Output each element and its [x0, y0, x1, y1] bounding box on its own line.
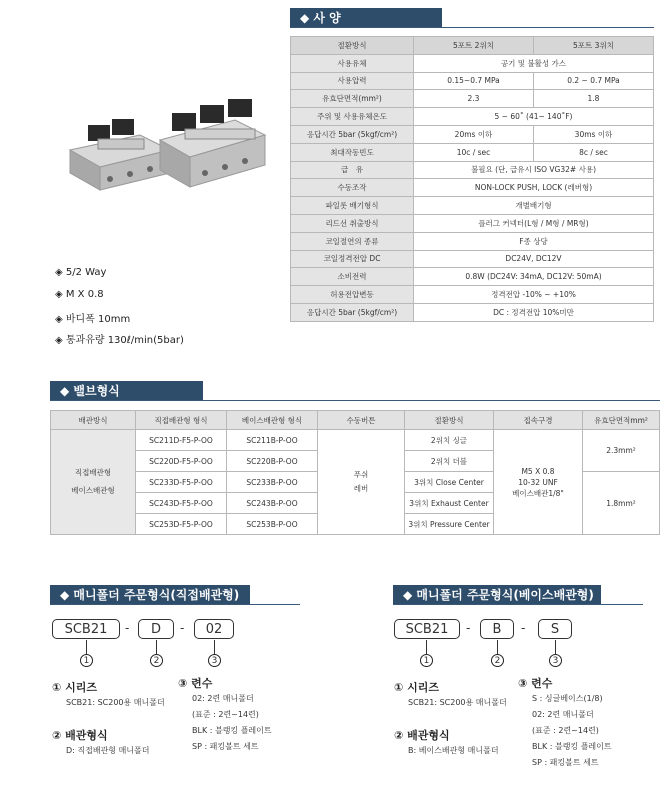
switch-type: 3위치 Pressure Center: [405, 514, 494, 535]
spec-row: [291, 161, 654, 179]
spec-row: [291, 197, 654, 215]
spec-label: 리드선 취출방식: [291, 214, 414, 232]
spec-header-col: 5포트 3위치: [534, 37, 654, 55]
col-direct: 직접배관형 형식: [136, 411, 227, 430]
spec-label: 사용유체: [291, 54, 414, 72]
spec-label: 응답시간 5bar (5kgf/cm²): [291, 125, 414, 143]
port-m5: M5 X 0.8: [521, 466, 555, 476]
col-piping: 배관방식: [51, 411, 136, 430]
code-series-box: SCB21: [52, 619, 120, 639]
spec-row: [291, 54, 654, 72]
series-title: ① 시리즈: [52, 681, 98, 694]
spec-label: 최대작동빈도: [291, 143, 414, 161]
stations-line: BLK : 블랭킹 플레이트: [532, 742, 612, 751]
code-stations-box: 02: [194, 619, 234, 639]
order-right-title: ◆ 매니폴더 주문형식(베이스배관형): [393, 585, 601, 605]
spec-row: [291, 179, 654, 197]
stations-line: (표준 : 2련~14련): [192, 710, 259, 719]
valve-manifold-right: [160, 99, 265, 187]
spec-label: 유효단면적(mm²): [291, 90, 414, 108]
col-manual: 수동버튼: [318, 411, 405, 430]
port-unf: 10-32 UNF: [518, 477, 558, 487]
code-piping-box: B: [480, 619, 514, 639]
feature-flow-rate: ◈ 통과유량 130ℓ/min(5bar): [55, 335, 184, 346]
spec-value: 30ms 이하: [534, 125, 654, 143]
series-title: ① 시리즈: [394, 681, 440, 694]
spec-section-rule: [290, 27, 654, 28]
spec-label: 소비전력: [291, 268, 414, 286]
connector-line: [86, 640, 87, 654]
direct-model: SC253D-F5-P-OO: [136, 514, 227, 535]
stations-title: ③ 련수: [178, 677, 213, 690]
spec-value: 불필요 (단, 급유시 ISO VG32# 사용): [414, 161, 654, 179]
spec-row: [291, 303, 654, 321]
table-row: [51, 430, 660, 451]
order-left-rule: [50, 604, 300, 605]
spec-label: 코일정격전압 DC: [291, 250, 414, 268]
order-left-title: ◆ 매니폴더 주문형식(직접배관형): [50, 585, 250, 605]
spec-label: 사용압력: [291, 72, 414, 90]
spec-value: 0.8W (DC24V: 34mA, DC12V: 50mA): [414, 268, 654, 286]
spec-row: [291, 125, 654, 143]
spec-label: 수동조작: [291, 179, 414, 197]
spec-value: DC : 정격전압 10%미만: [414, 303, 654, 321]
switch-type: 2위치 싱글: [405, 430, 494, 451]
piping-desc: D: 직접배관형 매니폴더: [66, 746, 150, 755]
stations-title: ③ 련수: [518, 677, 553, 690]
spec-row: [291, 232, 654, 250]
connector-line: [555, 640, 556, 654]
base-model: SC243B-P-OO: [227, 493, 318, 514]
manual-cell: [318, 430, 405, 535]
spec-label: 주위 및 사용유체온도: [291, 108, 414, 126]
spec-value: DC24V, DC12V: [414, 250, 654, 268]
spec-label: 파일롯 배기형식: [291, 197, 414, 215]
spec-row: [291, 250, 654, 268]
spec-label: 코일절연의 종류: [291, 232, 414, 250]
valve-section-title: ◆ 밸브형식: [50, 381, 203, 401]
base-model: SC253B-P-OO: [227, 514, 318, 535]
connector-line: [497, 640, 498, 654]
stations-line: 02: 2련 매니폴더: [192, 694, 254, 703]
direct-model: SC243D-F5-P-OO: [136, 493, 227, 514]
spec-value: 10c / sec: [414, 143, 534, 161]
code-dash: -: [125, 621, 130, 635]
switch-type: 2위치 더블: [405, 451, 494, 472]
marker-1: 1: [420, 654, 433, 667]
base-model: SC220B-P-OO: [227, 451, 318, 472]
col-area: 유효단면적mm²: [583, 411, 660, 430]
port-base: 베이스배관1/8": [512, 488, 564, 498]
code-series-box: SCB21: [394, 619, 460, 639]
stations-line: SP : 패킹볼트 세트: [532, 758, 599, 767]
area-3pos: 1.8mm²: [583, 472, 660, 535]
manual-lever: 레버: [353, 484, 369, 493]
product-image: [60, 95, 270, 205]
spec-label: 응답시간 5bar (5kgf/cm²): [291, 303, 414, 321]
port-cell: [494, 430, 583, 535]
feature-thread: ◈ M X 0.8: [55, 289, 104, 300]
code-dash: -: [180, 621, 185, 635]
connector-line: [214, 640, 215, 654]
feature-body-width: ◈ 바디폭 10mm: [55, 314, 131, 325]
spec-value: 5 ~ 60˚ (41~ 140˚F): [414, 108, 654, 126]
valve-type-table: [50, 410, 660, 535]
piping-title: ② 배관형식: [52, 729, 108, 742]
spec-row: [291, 286, 654, 304]
marker-3: 3: [208, 654, 221, 667]
spec-header-col: 5포트 2위치: [414, 37, 534, 55]
direct-model: SC233D-F5-P-OO: [136, 472, 227, 493]
spec-row: [291, 108, 654, 126]
spec-row: [291, 72, 654, 90]
code-dash: -: [466, 621, 471, 635]
spec-value: 20ms 이하: [414, 125, 534, 143]
piping-direct-label: 직접배관형: [74, 468, 112, 477]
stations-line: BLK : 블랭킹 플레이트: [192, 726, 272, 735]
spec-value: 정격전압 -10% ~ +10%: [414, 286, 654, 304]
order-right-rule: [393, 604, 643, 605]
stations-line: S : 싱글베이스(1/8): [532, 694, 603, 703]
stations-line: (표준 : 2련~14련): [532, 726, 599, 735]
spec-row: [291, 90, 654, 108]
spec-table: [290, 36, 654, 322]
spec-row: [291, 143, 654, 161]
spec-value: 2.3: [414, 90, 534, 108]
connector-line: [156, 640, 157, 654]
col-port: 접속구경: [494, 411, 583, 430]
spec-value: 1.8: [534, 90, 654, 108]
base-model: SC233B-P-OO: [227, 472, 318, 493]
spec-label: 급 유: [291, 161, 414, 179]
piping-title: ② 배관형식: [394, 729, 450, 742]
spec-row: [291, 268, 654, 286]
series-desc: SCB21: SC200용 매니폴더: [408, 698, 507, 707]
col-switch: 절환방식: [405, 411, 494, 430]
manual-push: 푸쉬: [353, 470, 369, 479]
series-desc: SCB21: SC200용 매니폴더: [66, 698, 165, 707]
marker-2: 2: [150, 654, 163, 667]
spec-value: F종 상당: [414, 232, 654, 250]
marker-1: 1: [80, 654, 93, 667]
marker-2: 2: [491, 654, 504, 667]
spec-value: 플러그 커넥터(L형 / M형 / MR형): [414, 214, 654, 232]
spec-header-label: 절환방식: [291, 37, 414, 55]
code-stations-box: S: [538, 619, 572, 639]
piping-base-label: 베이스배관형: [71, 486, 115, 495]
col-base: 베이스배관형 형식: [227, 411, 318, 430]
code-piping-box: D: [138, 619, 174, 639]
base-model: SC211B-P-OO: [227, 430, 318, 451]
spec-value: NON-LOCK PUSH, LOCK (레버형): [414, 179, 654, 197]
spec-value: 공기 및 불활성 가스: [414, 54, 654, 72]
valve-section-rule: [50, 400, 660, 401]
spec-label: 허용전압변동: [291, 286, 414, 304]
marker-3: 3: [549, 654, 562, 667]
piping-desc: B: 베이스배관형 매니폴더: [408, 746, 499, 755]
spec-value: 0.2 ~ 0.7 MPa: [534, 72, 654, 90]
spec-value: 8c / sec: [534, 143, 654, 161]
stations-line: SP : 패킹볼트 세트: [192, 742, 259, 751]
direct-model: SC220D-F5-P-OO: [136, 451, 227, 472]
spec-header-row: [291, 37, 654, 55]
direct-model: SC211D-F5-P-OO: [136, 430, 227, 451]
connector-line: [426, 640, 427, 654]
piping-cell: [51, 430, 136, 535]
spec-row: [291, 214, 654, 232]
switch-type: 3위치 Close Center: [405, 472, 494, 493]
spec-section-title: ◆ 사 양: [290, 8, 442, 28]
stations-line: 02: 2련 매니폴더: [532, 710, 594, 719]
spec-value: 개별배기형: [414, 197, 654, 215]
switch-type: 3위치 Exhaust Center: [405, 493, 494, 514]
feature-way: ◈ 5/2 Way: [55, 267, 107, 278]
code-dash: -: [521, 621, 526, 635]
spec-value: 0.15~0.7 MPa: [414, 72, 534, 90]
area-2pos: 2.3mm²: [583, 430, 660, 472]
valve-manifold-left: [70, 119, 170, 190]
